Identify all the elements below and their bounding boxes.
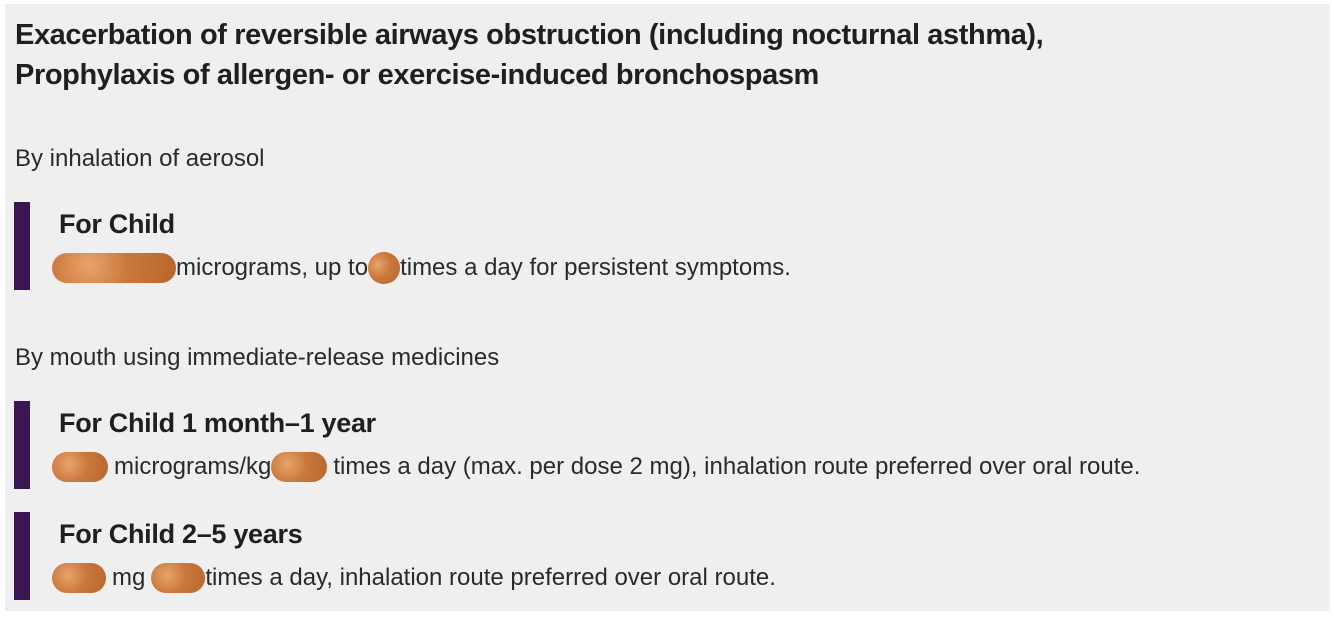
dose-text-part-2: times a day (max. per dose 2 mg), inhalation route preferred over oral route. bbox=[333, 453, 1141, 480]
indication-panel bbox=[5, 4, 1330, 611]
indication-heading-line-2: Prophylaxis of allergen- or exercise-induced bronchospasm bbox=[15, 59, 819, 91]
dose-text-part-1: micrograms, up to bbox=[176, 254, 369, 281]
accent-bar bbox=[14, 512, 30, 600]
dose-block-child bbox=[14, 202, 1314, 290]
redacted-value bbox=[271, 452, 327, 482]
dose-text-part-2: times a day, inhalation route preferred over oral route. bbox=[205, 564, 776, 591]
redacted-value bbox=[368, 252, 400, 284]
dose-title: For Child 1 month–1 year bbox=[59, 408, 376, 438]
redacted-value bbox=[151, 563, 205, 593]
dose-text bbox=[52, 451, 1140, 483]
accent-bar bbox=[14, 401, 30, 489]
dose-title: For Child bbox=[59, 209, 175, 239]
indication-heading-line-1: Exacerbation of reversible airways obstruction (including nocturnal asthma), bbox=[15, 19, 1044, 51]
dose-text-part-1: micrograms/kg bbox=[114, 453, 272, 480]
dose-text bbox=[52, 252, 791, 284]
redacted-value bbox=[52, 563, 106, 593]
indication-heading bbox=[15, 15, 1043, 95]
route-inhalation: By inhalation of aerosol bbox=[15, 145, 265, 172]
redacted-value bbox=[52, 452, 108, 482]
dose-text bbox=[52, 562, 776, 594]
dose-title: For Child 2–5 years bbox=[59, 519, 303, 549]
dose-block-child-1-month-1-year bbox=[14, 401, 1314, 489]
dose-text-part-2: times a day for persistent symptoms. bbox=[400, 254, 791, 281]
dose-text-part-1: mg bbox=[112, 564, 146, 591]
dose-block-child-2-5-years bbox=[14, 512, 1314, 600]
redacted-value bbox=[52, 253, 176, 283]
accent-bar bbox=[14, 202, 30, 290]
route-oral: By mouth using immediate-release medicines bbox=[15, 344, 500, 371]
